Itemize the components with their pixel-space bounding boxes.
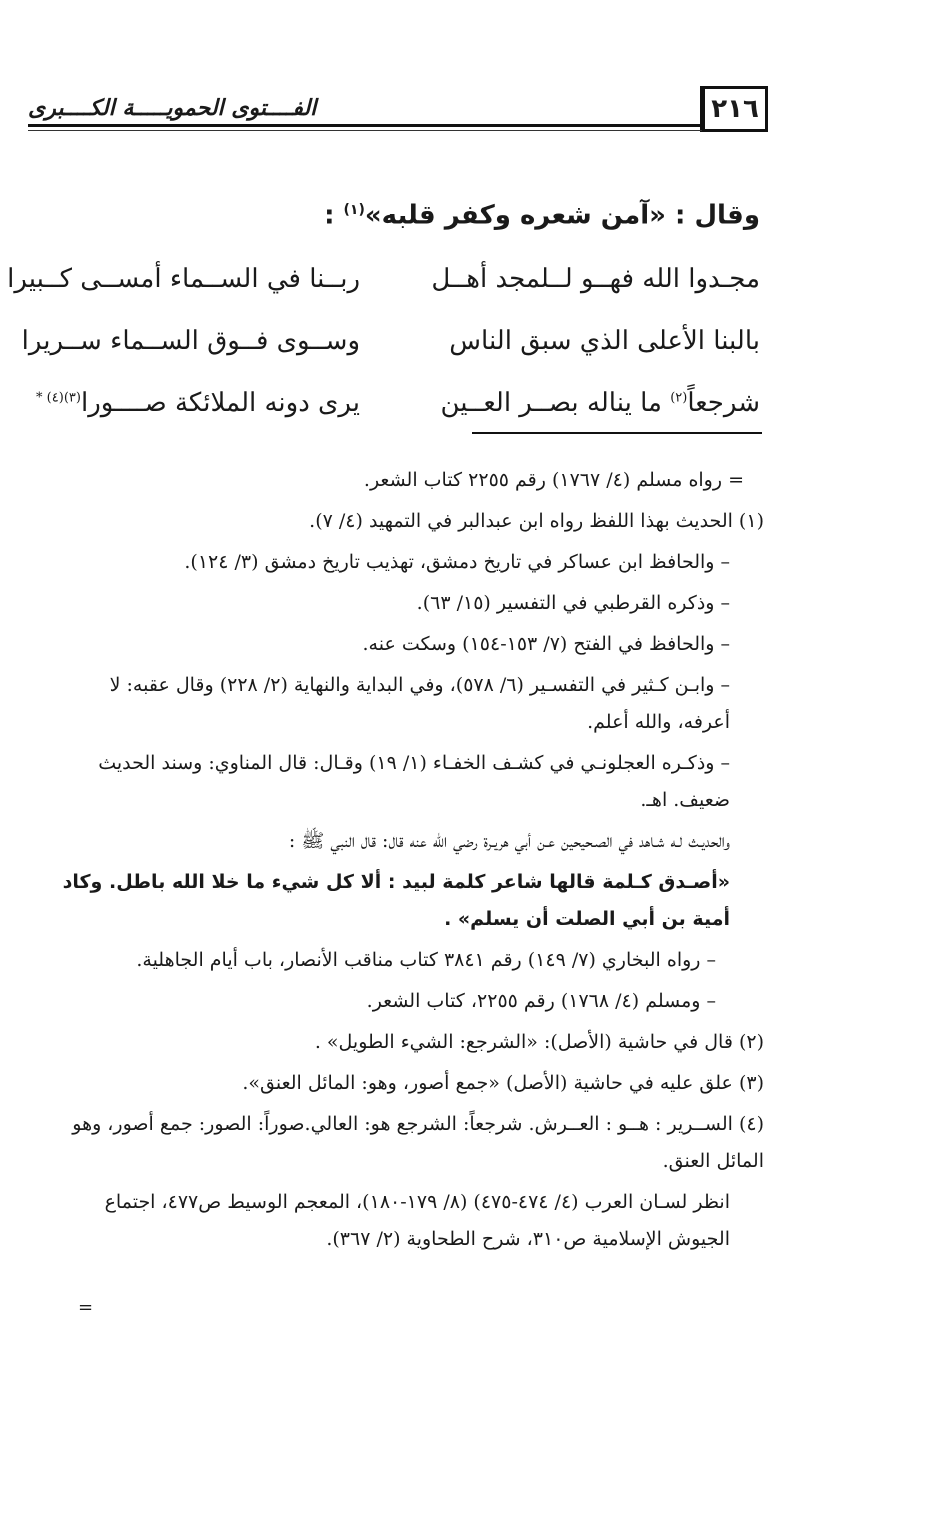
poem-word: يرى دونه الملائكة صــــورا xyxy=(80,387,360,418)
footnotes xyxy=(52,462,764,1262)
poem-verse xyxy=(36,372,760,434)
footnote-paragraph: – ومسلم (٤/ ١٧٦٨) رقم ٢٢٥٥، كتاب الشعر. xyxy=(366,990,716,1012)
poem-second-hemistich: وســوى فــوق الســماء ســريرا xyxy=(21,325,360,356)
intro-line xyxy=(60,180,760,246)
footnote-paragraph: – والحافظ ابن عساكر في تاريخ دمشق، تهذيب تاريخ دمشق (٣/ ١٢٤). xyxy=(184,551,730,573)
poem-second-hemistich xyxy=(36,387,360,418)
footnote-paragraph: (١) الحديث بهذا اللفظ رواه ابن عبدالبر في التمهيد (٤/ ٧). xyxy=(309,510,764,532)
footnote-paragraph: – وذكـره العجلونـي في كشـف الخفـاء (١/ ١٩) وقـال: قال المناوي: وسند الحديث ضعيف. اهـ. xyxy=(98,752,730,811)
footnote-paragraph: – وابـن كـثير في التفسـير (٦/ ٥٧٨)، وفي البداية والنهاية (٢/ ٢٢٨) وقال عقبه: لا أعرفه، والله أعلم. xyxy=(109,674,730,733)
footnote-paragraph: (٣) علق عليه في حاشية (الأصل) «جمع أصور، وهو: المائل العنق». xyxy=(242,1072,764,1094)
footnote-ref: (٢) xyxy=(670,390,688,405)
poem-verse xyxy=(21,310,760,372)
footnote-separator xyxy=(472,432,762,434)
poem-second-hemistich: ربــنا في الســماء أمســى كــبيرا xyxy=(7,263,360,294)
header-rule-thin xyxy=(28,130,702,131)
header-rule xyxy=(28,124,702,127)
footnote-paragraph: انظر لسـان العرب (٤/ ٤٧٤-٤٧٥) (٨/ ١٧٩-١٨٠)، المعجم الوسيط ص٤٧٧، اجتماع الجيوش الإسلامية ص٣١٠، شرح الطحاوية (٢/ ٣٦٧). xyxy=(104,1191,730,1250)
main-text xyxy=(7,180,760,434)
footnote-paragraph: «أصـدق كـلمة قالها شاعر كلمة لبيد : ألا كل شيء ما خلا الله باطل. وكاد أمية بن أبي الصلت أن يسلم» . xyxy=(62,871,730,930)
page-header xyxy=(28,86,768,134)
continuation-mark: = xyxy=(78,1297,94,1318)
poem-word: ما يناله بصــر العــين xyxy=(440,387,671,418)
footnote-ref: (١) xyxy=(343,202,365,218)
poem xyxy=(7,248,760,434)
poem-verse xyxy=(7,248,760,310)
footnote-paragraph: (٢) قال في حاشية (الأصل): «الشرجع: الشيء الطويل» . xyxy=(314,1031,764,1053)
poem-first-hemistich xyxy=(440,387,760,418)
footnote-paragraph: = رواه مسلم (٤/ ١٧٦٧) رقم ٢٢٥٥ كتاب الشعر. xyxy=(363,469,744,491)
footnote-paragraph: والحديـث لـه شـاهد في الصـحيحين عـن أبي هريـرة رضي الله عنه قال: قال النبي ﷺ : xyxy=(288,830,730,852)
intro-tail: : xyxy=(324,200,344,231)
footnote-ref: (٣)(٤) * xyxy=(36,390,81,405)
page-number: ٢١٦ xyxy=(700,86,768,132)
footnote-paragraph: – رواه البخاري (٧/ ١٤٩) رقم ٣٨٤١ كتاب مناقب الأنصار، باب أيام الجاهلية. xyxy=(136,949,716,971)
poem-first-hemistich: مجـدوا الله فهــو لــلمجد أهــل xyxy=(431,263,760,294)
poem-first-hemistich: بالبنا الأعلى الذي سبق الناس xyxy=(449,325,760,356)
poem-word: شرجعاً xyxy=(687,387,760,418)
footnote-paragraph: (٤) الســرير : هــو : العــرش. شرجعاً: الشرجع هو: العالي.صوراً: الصور: جمع أصور، وهو المائل العنق. xyxy=(72,1113,764,1172)
running-title: الفــــتوى الحمويـــــة الكــــبرى xyxy=(28,96,317,121)
intro-text: وقال : «آمن شعره وكفر قلبه» xyxy=(364,200,760,231)
footnote-paragraph: – وذكره القرطبي في التفسير (١٥/ ٦٣). xyxy=(416,592,730,614)
footnote-paragraph: – والحافظ في الفتح (٧/ ١٥٣-١٥٤) وسكت عنه. xyxy=(362,633,730,655)
